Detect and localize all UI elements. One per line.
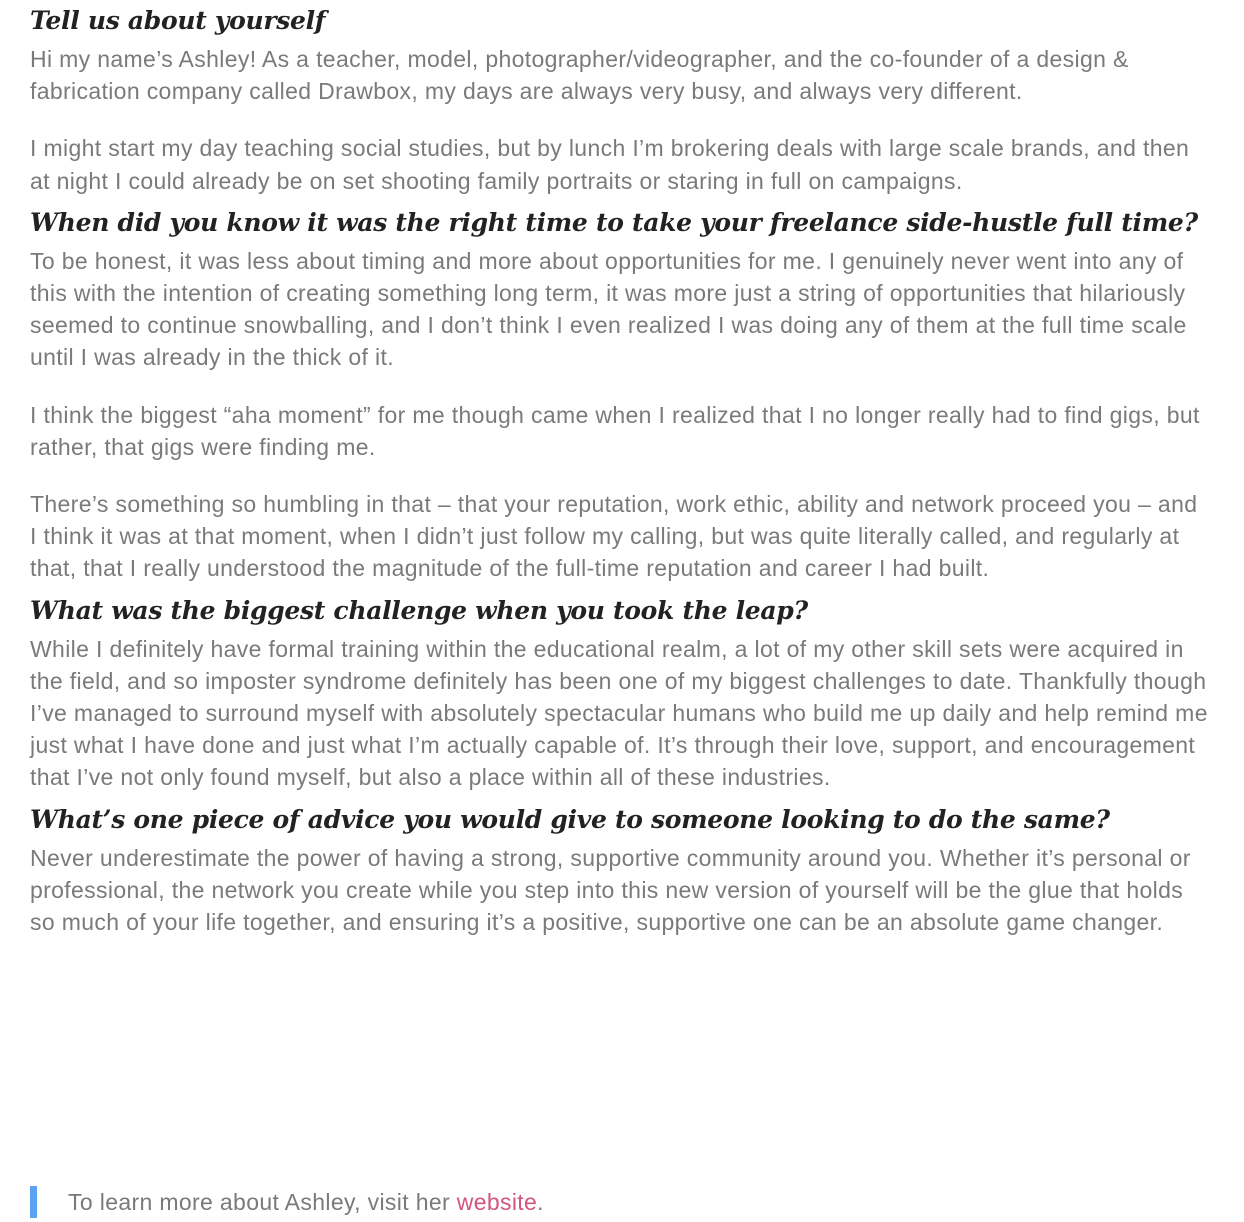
question-heading: When did you know it was the right time to take your freelance side-hustle full time? — [30, 207, 1198, 237]
callout-prefix: To learn more about Ashley, visit her — [68, 1189, 457, 1215]
learn-more-callout — [30, 1186, 544, 1218]
website-link[interactable]: website — [456, 1189, 538, 1215]
question-heading: What was the biggest challenge when you took the leap? — [30, 595, 808, 625]
answer-paragraph: Never underestimate the power of having a strong, supportive community around you. Whether it’s personal or professional, the network you create while you step into this new version of yourself will be the glue that holds so much of your life together, and ensuring it’s a positive, supportive one can be an absolute game changer. — [30, 844, 1191, 936]
answer-paragraph: While I definitely have formal training within the educational realm, a lot of my other skill sets were acquired in the field, and so imposter syndrome definitely has been one of my biggest challenges to date. Thankfully though I’ve managed to surround myself with absolutely spectacular humans who build me up daily and help remind me just what I have done and just what I’m actually capable of. It’s through their love, support, and encouragement that I’ve not only found myself, but also a place within all of these industries. — [30, 635, 1208, 791]
answer-paragraph: Hi my name’s Ashley! As a teacher, model, photographer/videographer, and the co-founder of a design & fabrication company called Drawbox, my days are always very busy, and always very different. — [30, 46, 1129, 105]
question-heading: Tell us about yourself — [30, 6, 326, 35]
callout-suffix: . — [537, 1189, 544, 1215]
answer-paragraph: I think the biggest “aha moment” for me though came when I realized that I no longer really had to find gigs, but rather, that gigs were finding me. — [30, 401, 1200, 460]
answer-paragraph: I might start my day teaching social studies, but by lunch I’m brokering deals with large scale brands, and then at night I could already be on set shooting family portraits or staring in full on campaigns. — [30, 135, 1190, 194]
answer-paragraph: To be honest, it was less about timing and more about opportunities for me. I genuinely never went into any of this with the intention of creating something long term, it was more just a string of opportunities that hilariously seemed to continue snowballing, and I don’t think I even realized I was doing any of them at the full time scale until I was already in the thick of it. — [30, 247, 1187, 371]
answer-paragraph: There’s something so humbling in that – that your reputation, work ethic, ability and network proceed you – and I think it was at that moment, when I didn’t just follow my calling, but was quite literally called, and regularly at that, that I really understood the magnitude of the full-time reputation and career I had built. — [30, 491, 1198, 582]
interview-article — [30, 0, 1210, 963]
question-heading: What’s one piece of advice you would give to someone looking to do the same? — [30, 804, 1110, 834]
